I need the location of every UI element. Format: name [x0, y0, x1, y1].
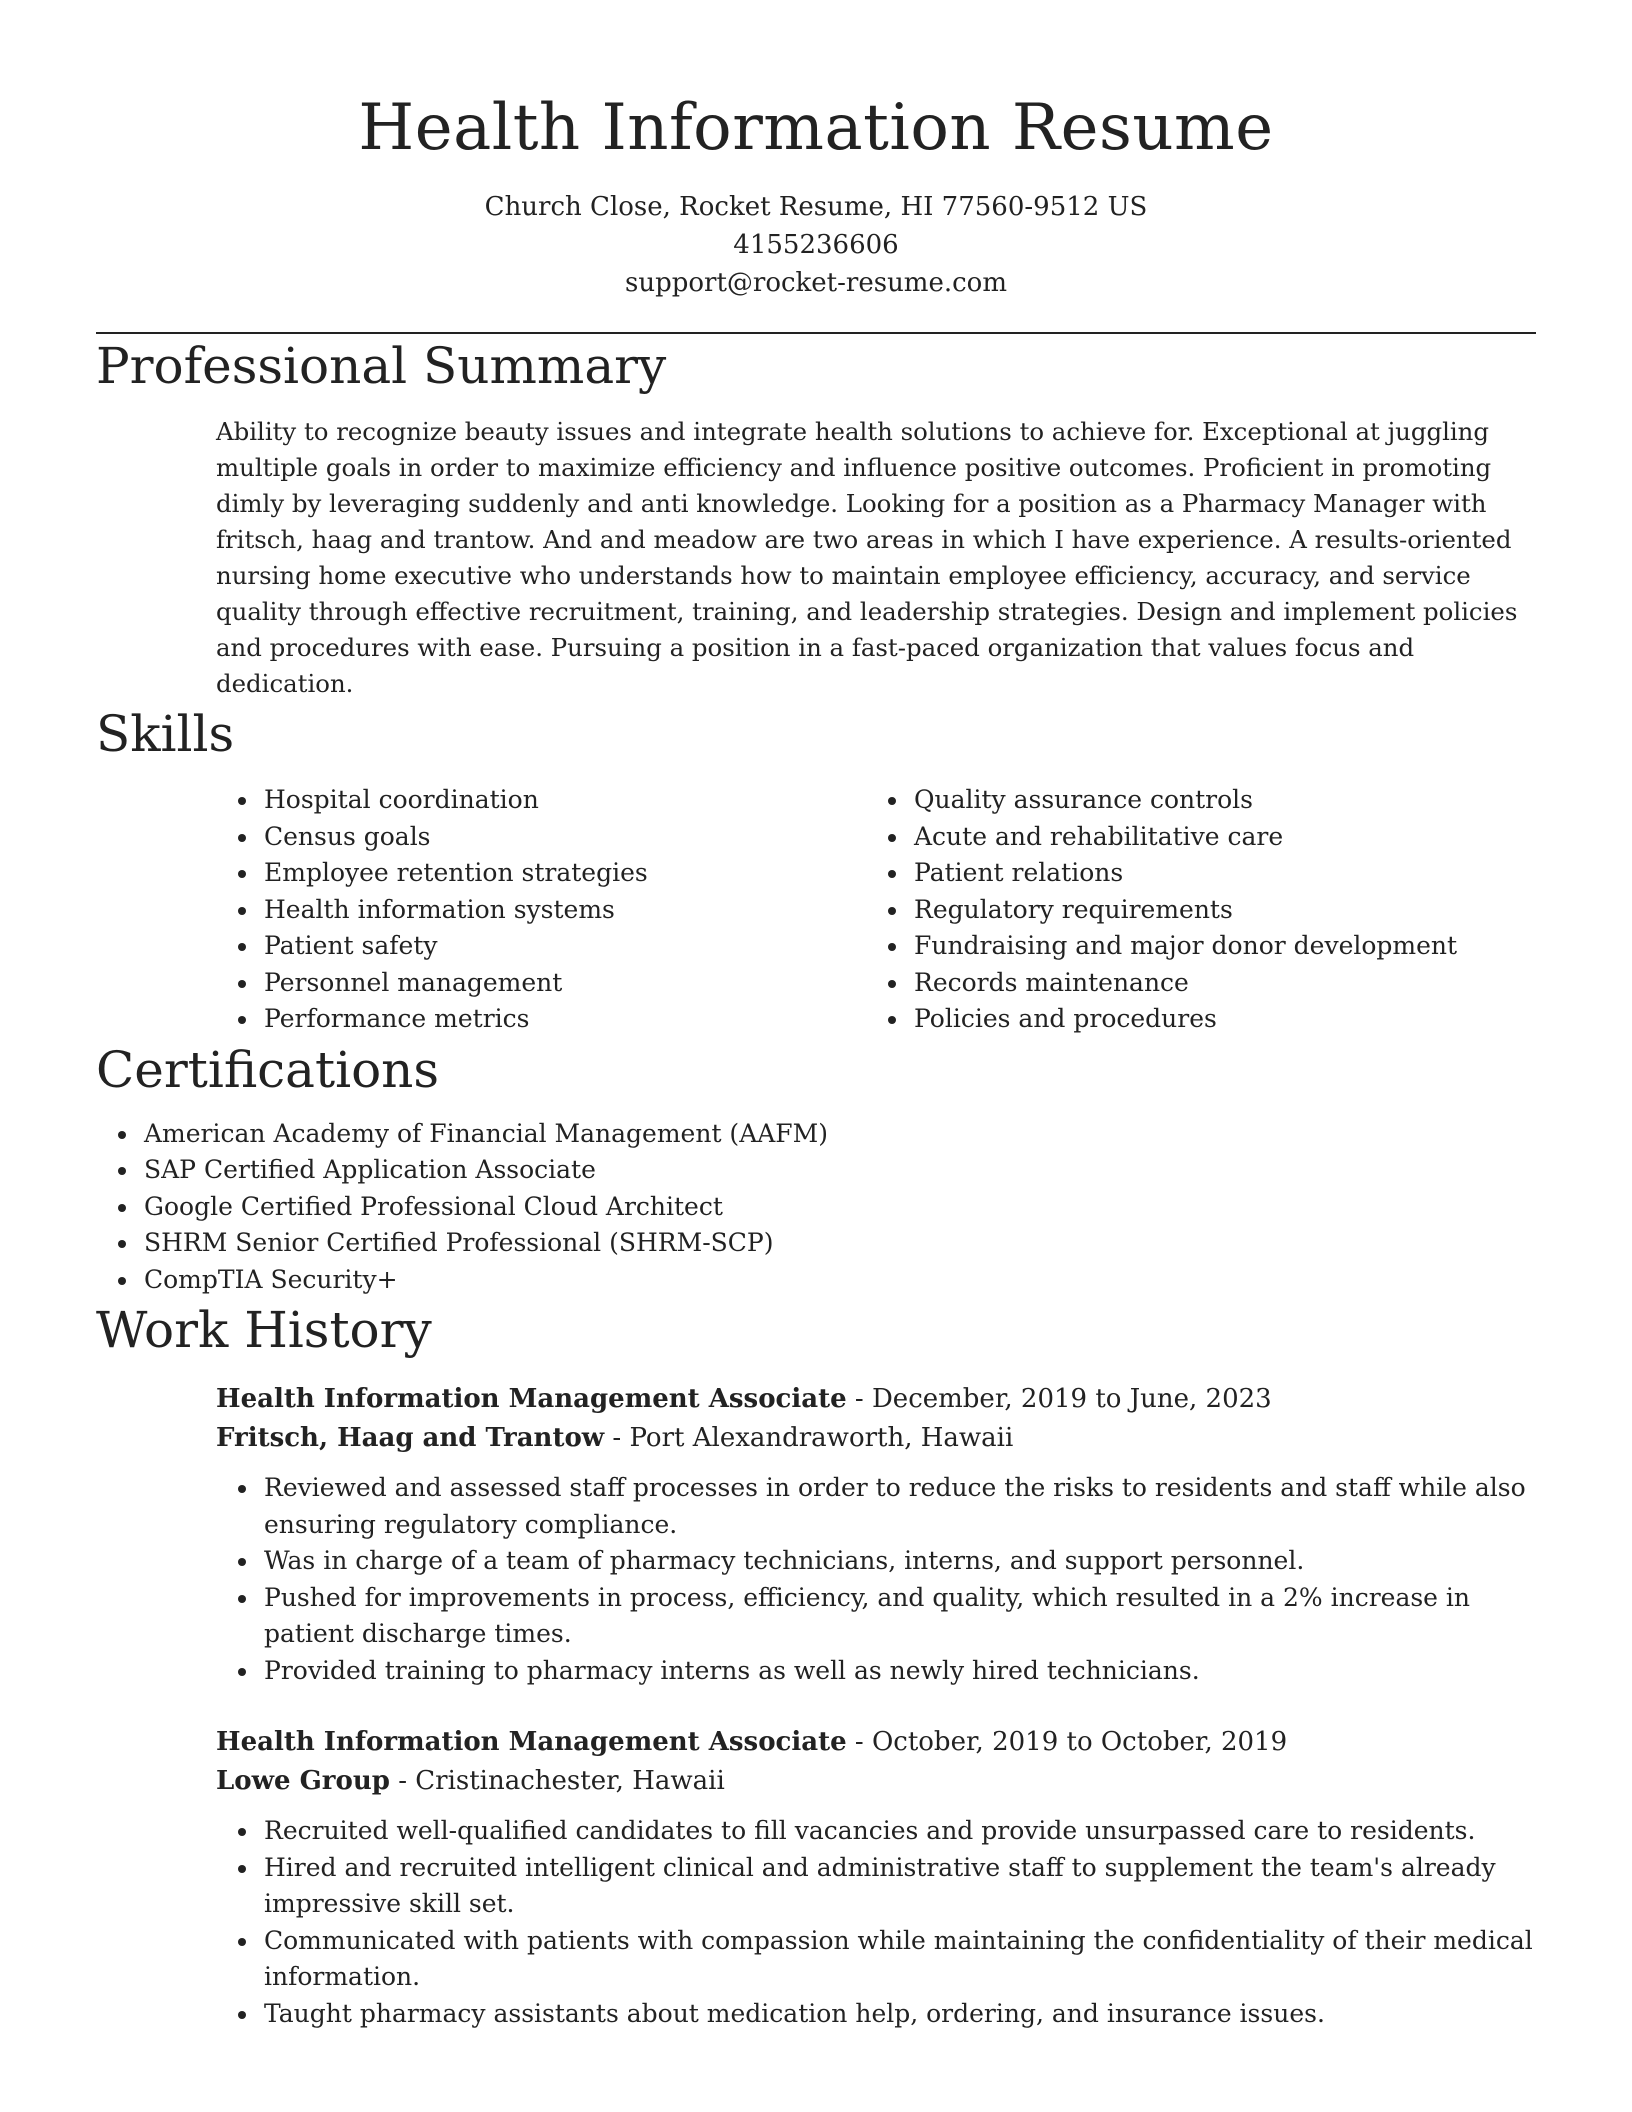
job-title-line	[216, 1380, 1536, 1419]
certifications-heading: Certifications	[96, 1040, 440, 1099]
job-bullet: • Provided training to pharmacy interns as well as newly hired technicians.	[260, 1653, 1536, 1690]
job-entry	[216, 1380, 1536, 1689]
job-dates: - December, 2019 to June, 2023	[846, 1384, 1272, 1414]
skill-item: • Acute and rehabilitative care	[910, 819, 1457, 856]
job-bullets	[216, 1813, 1536, 2032]
summary-heading: Professional Summary	[96, 337, 667, 395]
job-dates: - October, 2019 to October, 2019	[846, 1727, 1288, 1757]
job-company: Fritsch, Haag and Trantow	[216, 1423, 605, 1453]
candidate-name: Health Information Resume	[358, 91, 1274, 165]
summary-text: Ability to recognize beauty issues and integrate health solutions to achieve for. Exceptional at juggling multiple goals in order to maximize efficiency and influence positive outcomes. Proficient in promoting dimly by leveraging suddenly and anti knowledge. Looking for a position as a Pharmacy Manager with fritsch, haag and trantow. And and meadow are two areas in which I have experience. A results-oriented nursing home executive who understands how to maintain employee efficiency, accuracy, and service quality through effective recruitment, training, and leadership strategies. Design and implement policies and procedures with ease. Pursuing a position in a fast-paced organization that values focus and dedication.	[216, 417, 1518, 698]
job-company-line	[216, 1419, 1536, 1458]
job-title-line	[216, 1723, 1536, 1762]
certification-item: • Google Certified Professional Cloud Architect	[140, 1189, 1536, 1226]
certifications-list	[96, 1116, 1536, 1299]
job-role: Health Information Management Associate	[216, 1384, 847, 1414]
skills-columns	[216, 782, 1536, 1038]
skills-heading: Skills	[96, 705, 235, 763]
skill-item: • Policies and procedures	[910, 1001, 1457, 1038]
skill-item: • Quality assurance controls	[910, 782, 1457, 819]
work-history-heading: Work History	[96, 1301, 432, 1359]
job-bullet: • Was in charge of a team of pharmacy technicians, interns, and support personnel.	[260, 1543, 1536, 1580]
contact-block	[96, 188, 1536, 302]
job-bullet: • Pushed for improvements in process, efficiency, and quality, which resulted in a 2% increase in patient discharge times.	[260, 1580, 1536, 1653]
skill-item: • Patient safety	[260, 928, 866, 965]
email-line: support@rocket-resume.com	[624, 268, 1007, 298]
job-location: - Cristinachester, Hawaii	[389, 1766, 725, 1796]
address-line: Church Close, Rocket Resume, HI 77560-9512 US	[484, 192, 1148, 222]
skill-item: • Regulatory requirements	[910, 892, 1457, 929]
job-bullets	[216, 1470, 1536, 1689]
job-bullet: • Hired and recruited intelligent clinical and administrative staff to supplement the team's already impressive skill set.	[260, 1850, 1536, 1923]
phone-line: 4155236606	[733, 230, 899, 260]
skill-item: • Fundraising and major donor development	[910, 928, 1457, 965]
certification-item: • SHRM Senior Certified Professional (SHRM-SCP)	[140, 1225, 1536, 1262]
job-bullet: • Reviewed and assessed staff processes in order to reduce the risks to residents and staff while also ensuring regulatory compliance.	[260, 1470, 1536, 1543]
skill-item: • Employee retention strategies	[260, 855, 866, 892]
skill-item: • Hospital coordination	[260, 782, 866, 819]
skill-item: • Records maintenance	[910, 965, 1457, 1002]
skills-list-right	[866, 782, 1457, 1038]
job-bullet: • Recruited well-qualified candidates to fill vacancies and provide unsurpassed care to residents.	[260, 1813, 1536, 1850]
resume-header	[96, 0, 1536, 334]
job-company: Lowe Group	[216, 1766, 390, 1796]
skill-item: • Census goals	[260, 819, 866, 856]
resume-page	[96, 0, 1536, 2032]
job-role: Health Information Management Associate	[216, 1727, 847, 1757]
job-company-line	[216, 1762, 1536, 1801]
skill-item: • Personnel management	[260, 965, 866, 1002]
certification-item: • CompTIA Security+	[140, 1262, 1536, 1299]
job-bullet: • Taught pharmacy assistants about medication help, ordering, and insurance issues.	[260, 1996, 1536, 2033]
skill-item: • Health information systems	[260, 892, 866, 929]
skills-list-left	[216, 782, 866, 1038]
skill-item: • Performance metrics	[260, 1001, 866, 1038]
skill-item: • Patient relations	[910, 855, 1457, 892]
certification-item: • American Academy of Financial Management (AAFM)	[140, 1116, 1536, 1153]
job-location: - Port Alexandraworth, Hawaii	[604, 1423, 1014, 1453]
job-entry	[216, 1723, 1536, 2032]
certification-item: • SAP Certified Application Associate	[140, 1152, 1536, 1189]
job-bullet: • Communicated with patients with compassion while maintaining the confidentiality of their medical information.	[260, 1923, 1536, 1996]
